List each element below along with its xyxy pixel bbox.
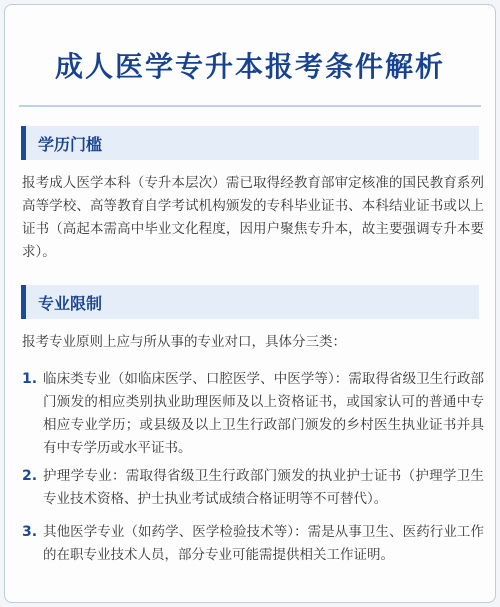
list-item <box>22 368 484 460</box>
list-item-text: 临床类专业（如临床医学、口腔医学、中医学等）：需取得省级卫生行政部门颁发的相应类别执业助理医师及以上资格证书，或国家认可的普通中专相应专业学历；或县级及以上卫生行政部门颁发的乡村医生执业证书并具有中专学历或水平证书。 <box>43 371 484 456</box>
list-item-number: 1. <box>22 371 38 387</box>
major-intro: 报考专业原则上应与所从事的专业对口，具体分三类： <box>22 334 346 350</box>
section-heading-education: 学历门槛 <box>38 135 103 154</box>
list-item-number: 3. <box>22 524 38 540</box>
section-heading-major: 专业限制 <box>38 294 103 313</box>
list-item-number: 2. <box>22 468 38 484</box>
info-card <box>4 4 496 603</box>
section-header-major <box>21 285 479 319</box>
education-paragraph: 报考成人医学本科（专升本层次）需已取得经教育部审定核准的国民教育系列高等学校、高等教育自学考试机构颁发的专科毕业证书、本科结业证书或以上证书（高起本需高中毕业文化程度，因用户聚焦专升本，故主要强调专升本要求）。 <box>22 175 484 260</box>
section-header-education <box>21 126 479 160</box>
list-item-text: 护理学专业：需取得省级卫生行政部门颁发的执业护士证书（护理学卫生专业技术资格、护士执业考试成绩合格证明等不可替代）。 <box>43 468 484 507</box>
title-divider <box>19 105 481 107</box>
list-item <box>22 521 484 567</box>
list-item-text: 其他医学专业（如药学、医学检验技术等）：需是从事卫生、医药行业工作的在职专业技术人员，部分专业可能需提供相关工作证明。 <box>43 524 484 563</box>
page-title: 成人医学专升本报考条件解析 <box>54 50 445 83</box>
list-item <box>22 465 484 511</box>
